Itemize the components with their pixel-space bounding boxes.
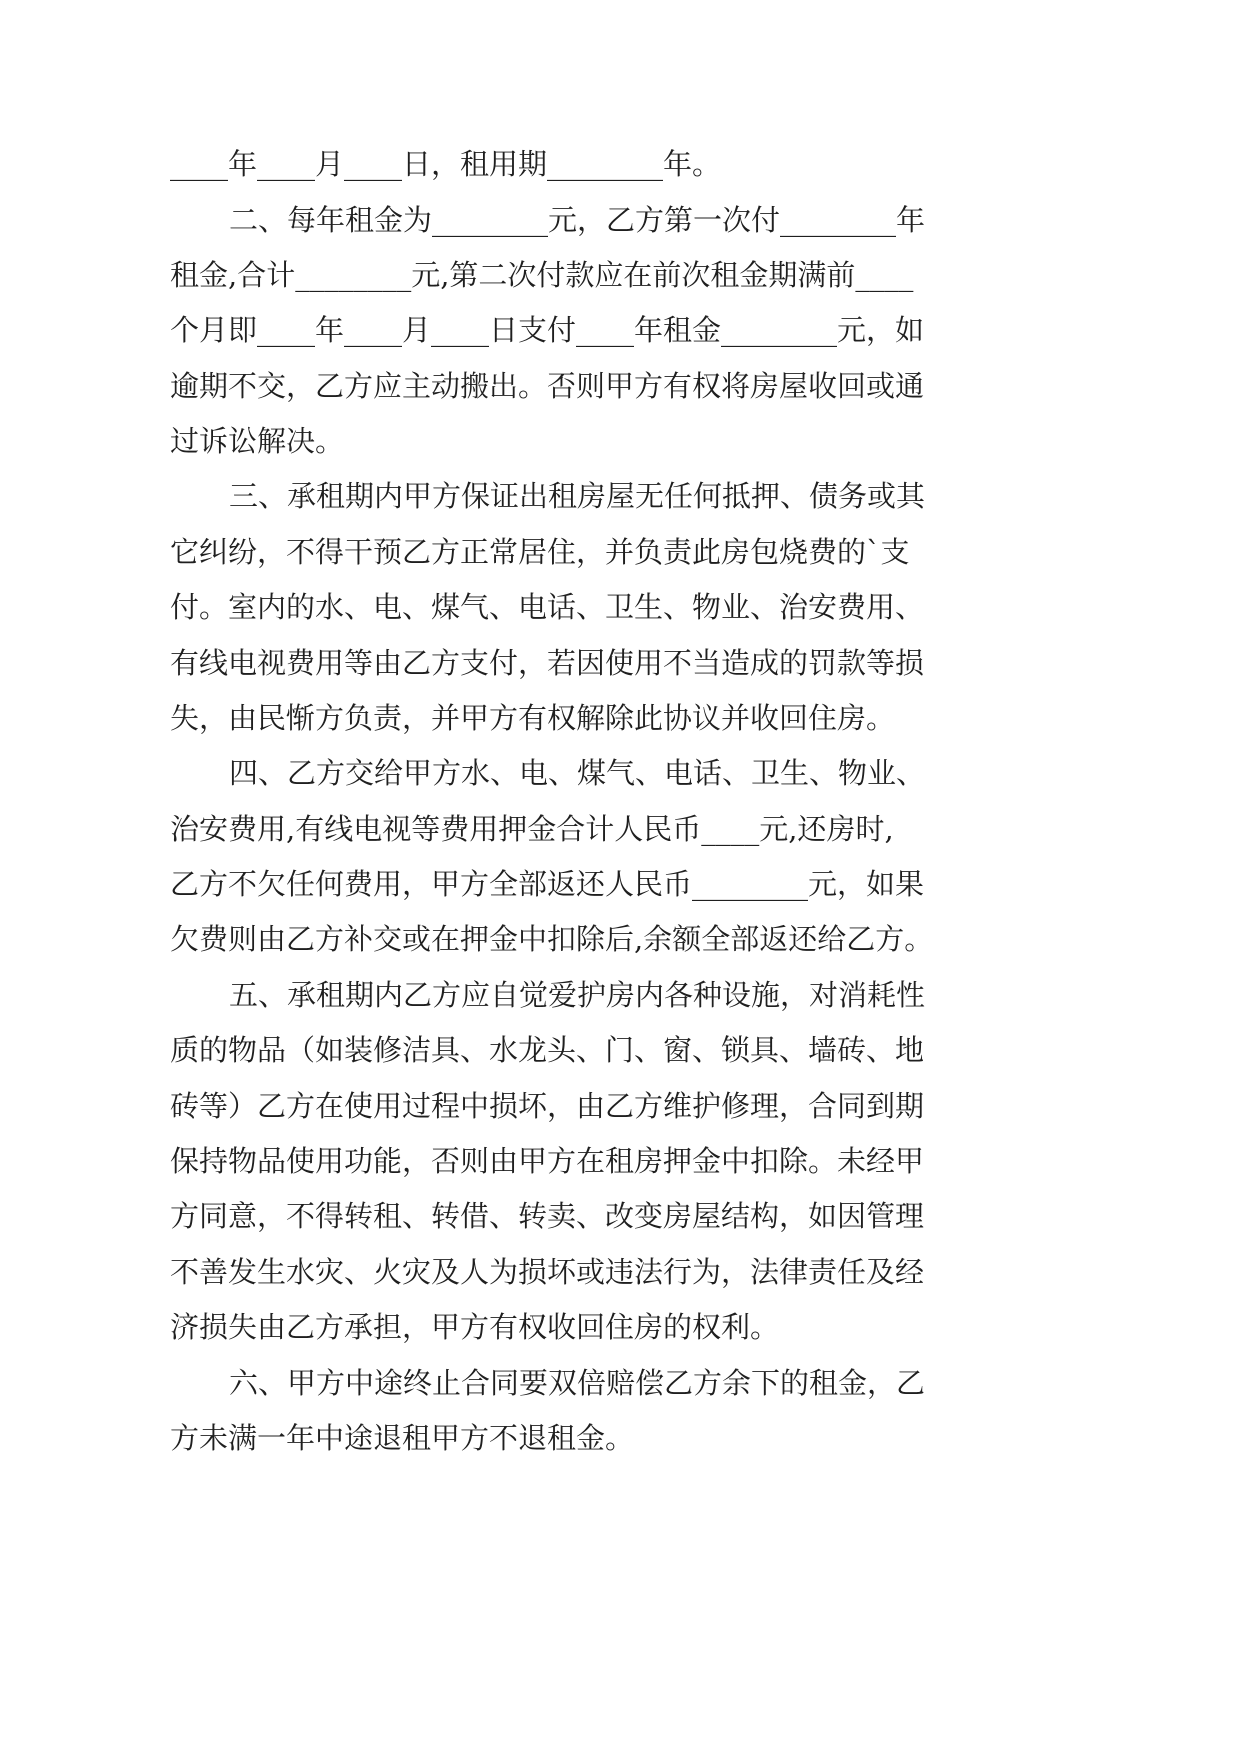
text-line: 治安费用,有线电视等费用押金合计人民币____元,还房时, — [170, 812, 894, 846]
text-line: 它纠纷，不得干预乙方正常居住，并负责此房包烧费的`支 — [170, 535, 910, 569]
text-line: ____年____月____日，租用期________年。 — [170, 147, 722, 181]
text-line: 方同意，不得转租、转借、转卖、改变房屋结构，如因管理 — [170, 1199, 925, 1233]
text-line: 有线电视费用等由乙方支付，若因使用不当造成的罚款等损 — [170, 646, 925, 680]
text-line: 济损失由乙方承担，甲方有权收回住房的权利。 — [170, 1310, 780, 1344]
text-line: 欠费则由乙方补交或在押金中扣除后,余额全部返还给乙方。 — [170, 922, 934, 956]
text-line: 保持物品使用功能，否则由甲方在租房押金中扣除。未经甲 — [170, 1144, 925, 1178]
text-line: 不善发生水灾、火灾及人为损坏或违法行为，法律责任及经 — [170, 1255, 925, 1289]
text-line: 砖等）乙方在使用过程中损坏，由乙方维护修理，合同到期 — [170, 1089, 925, 1123]
text-line: 租金,合计________元,第二次付款应在前次租金期满前____ — [170, 258, 914, 292]
text-line: 付。室内的水、电、煤气、电话、卫生、物业、治安费用、 — [170, 590, 925, 624]
paragraph-6-start: 六、甲方中途终止合同要双倍赔偿乙方余下的租金，乙 — [229, 1366, 926, 1400]
paragraph-2-start: 二、每年租金为________元，乙方第一次付________年 — [229, 203, 926, 237]
text-line: 方未满一年中途退租甲方不退租金。 — [170, 1421, 635, 1455]
text-line: 乙方不欠任何费用，甲方全部返还人民币________元，如果 — [170, 867, 925, 901]
text-line: 个月即____年____月____日支付____年租金________元，如 — [170, 313, 925, 347]
paragraph-4-start: 四、乙方交给甲方水、电、煤气、电话、卫生、物业、 — [229, 756, 926, 790]
paragraph-5-start: 五、承租期内乙方应自觉爱护房内各种设施，对消耗性 — [229, 978, 926, 1012]
text-line: 逾期不交，乙方应主动搬出。否则甲方有权将房屋收回或通 — [170, 369, 925, 403]
paragraph-3-start: 三、承租期内甲方保证出租房屋无任何抵押、债务或其 — [229, 479, 926, 513]
text-line: 质的物品（如装修洁具、水龙头、门、窗、锁具、墙砖、地 — [170, 1033, 925, 1067]
text-line: 过诉讼解决。 — [170, 424, 345, 458]
text-line: 失，由民惭方负责，并甲方有权解除此协议并收回住房。 — [170, 701, 896, 735]
